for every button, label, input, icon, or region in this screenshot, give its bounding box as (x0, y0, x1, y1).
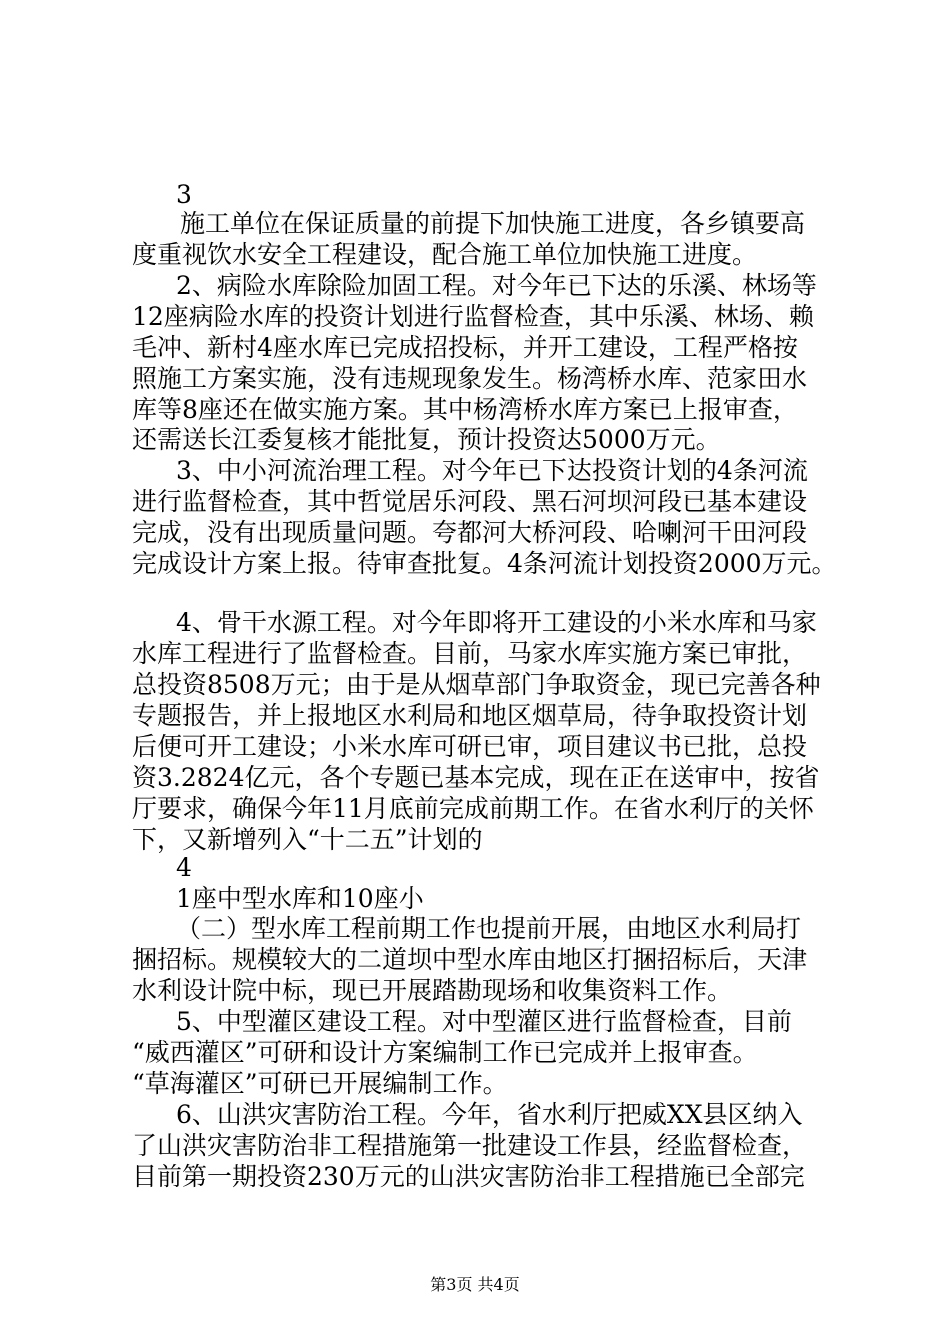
paragraph-line: 6、山洪灾害防治工程。今年，省水利厅把威XX县区纳入 (176, 1100, 803, 1129)
paragraph-line: 总投资8508万元；由于是从烟草部门争取资金，现已完善各种 (132, 670, 821, 699)
page-footer: 第3页 共4页 (430, 1275, 520, 1294)
paragraph-line: 厅要求，确保今年11月底前完成前期工作。在省水利厅的关怀 (132, 794, 814, 823)
paragraph-line: “威西灌区”可研和设计方案编制工作已完成并上报审查。 (132, 1038, 758, 1067)
paragraph-line: 施工单位在保证质量的前提下加快施工进度，各乡镇要高 (180, 209, 806, 238)
paragraph-line: 2、病险水库除险加固工程。对今年已下达的乐溪、林场等 (176, 271, 817, 300)
paragraph-line: 1座中型水库和10座小 (176, 884, 424, 913)
page-marker-3: 3 (176, 180, 192, 209)
paragraph-line: 5、中型灌区建设工程。对中型灌区进行监督检查，目前 (176, 1007, 792, 1036)
paragraph-line: 4、骨干水源工程。对今年即将开工建设的小米水库和马家 (176, 608, 817, 637)
paragraph-line: 下，又新增列入“十二五”计划的 (132, 825, 483, 854)
paragraph-line: “草海灌区”可研已开展编制工作。 (132, 1069, 508, 1098)
paragraph-line: 目前第一期投资230万元的山洪灾害防治非工程措施已全部完 (132, 1162, 805, 1191)
paragraph-line: 进行监督检查，其中哲觉居乐河段、黑石河坝河段已基本建设 (132, 487, 808, 516)
page-marker-4: 4 (176, 853, 192, 882)
paragraph-line: 了山洪灾害防治非工程措施第一批建设工作县，经监督检查， (132, 1131, 808, 1160)
paragraph-line: 3、中小河流治理工程。对今年已下达投资计划的4条河流 (176, 456, 808, 485)
paragraph-line: 12座病险水库的投资计划进行监督检查，其中乐溪、林场、赖 (132, 302, 814, 331)
paragraph-line: 专题报告，并上报地区水利局和地区烟草局，待争取投资计划 (132, 701, 808, 730)
paragraph-line: 库等8座还在做实施方案。其中杨湾桥水库方案已上报审查， (132, 395, 798, 424)
paragraph-line: 毛冲、新村4座水库已完成招投标，并开工建设，工程严格按 (132, 333, 798, 362)
paragraph-line: 资3.2824亿元，各个专题已基本完成，现在正在送审中，按省 (132, 763, 820, 792)
paragraph-line: 完成设计方案上报。待审查批复。4条河流计划投资2000万元。 (132, 549, 837, 578)
paragraph-line: 还需送长江委复核才能批复，预计投资达5000万元。 (132, 425, 721, 454)
paragraph-line: 照施工方案实施，没有违规现象发生。杨湾桥水库、范家田水 (132, 364, 808, 393)
paragraph-line: 水库工程进行了监督检查。目前，马家水库实施方案已审批， (132, 639, 808, 668)
paragraph-line: 后便可开工建设；小米水库可研已审，项目建议书已批，总投 (132, 732, 808, 761)
paragraph-line: 捆招标。规模较大的二道坝中型水库由地区打捆招标后，天津 (132, 945, 808, 974)
paragraph-line: 度重视饮水安全工程建设，配合施工单位加快施工进度。 (132, 240, 758, 269)
paragraph-line: 完成，没有出现质量问题。夸都河大桥河段、哈喇河干田河段 (132, 518, 808, 547)
paragraph-line: （二）型水库工程前期工作也提前开展，由地区水利局打 (176, 914, 802, 943)
paragraph-line: 水利设计院中标，现已开展踏勘现场和收集资料工作。 (132, 976, 733, 1005)
